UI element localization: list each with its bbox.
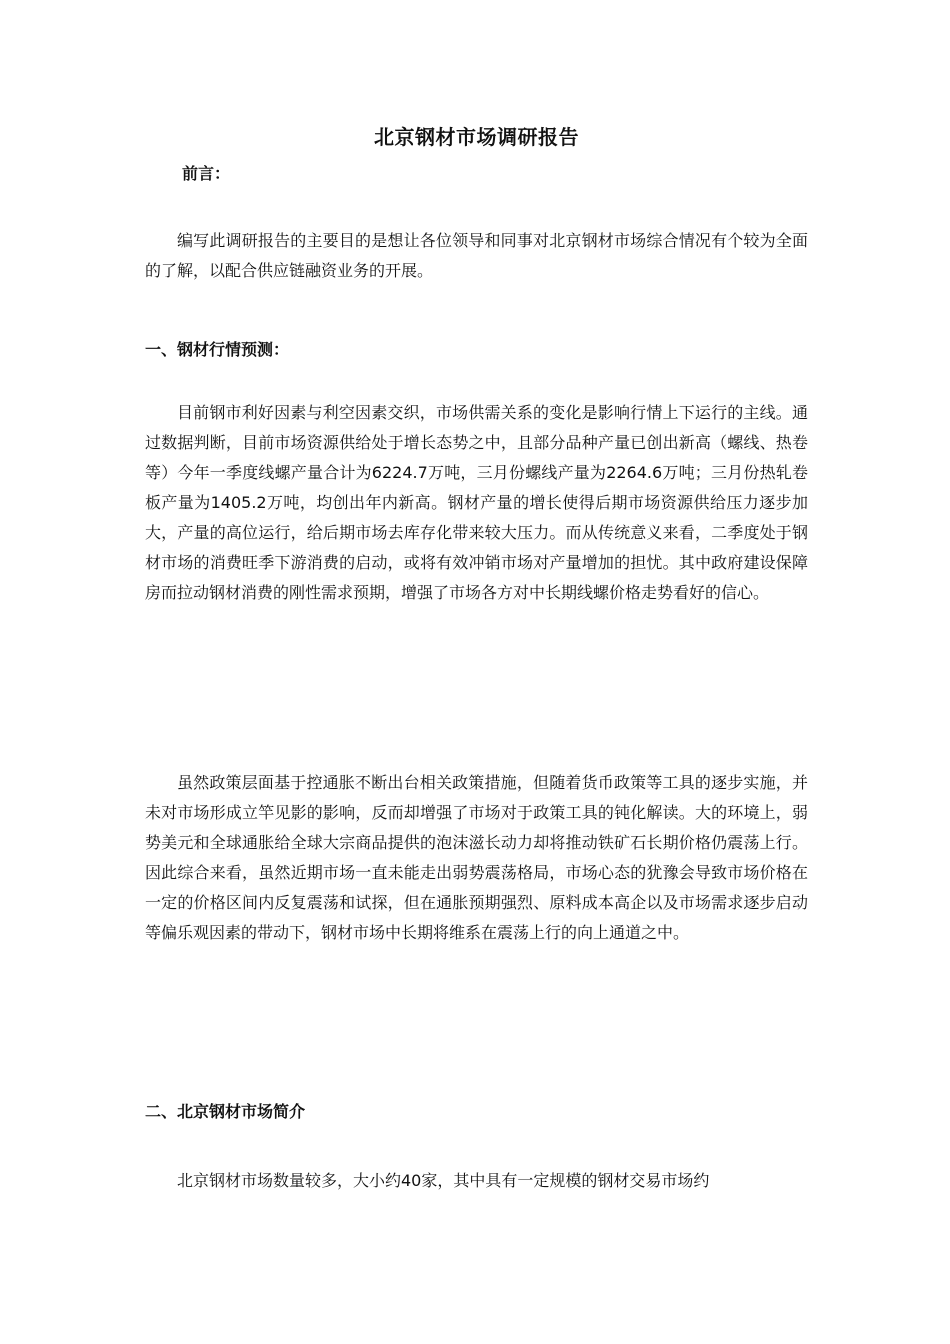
preface-paragraph: 编写此调研报告的主要目的是想让各位领导和同事对北京钢材市场综合情况有个较为全面的了解，以配合供应链融资业务的开展。 — [145, 231, 808, 280]
section-1-paragraph-2: 虽然政策层面基于控通胀不断出台相关政策措施，但随着货币政策等工具的逐步实施，并未对市场形成立竿见影的影响，反而却增强了市场对于政策工具的钝化解读。大的环境上，弱势美元和全球通胀给全球大宗商品提供的泡沫滋长动力却将推动铁矿石长期价格仍震荡上行。因此综合来看，虽然近期市场一直未能走出弱势震荡格局，市场心态的犹豫会导致市场价格在一定的价格区间内反复震荡和试探，但在通胀预期强烈、原料成本高企以及市场需求逐步启动等偏乐观因素的带动下，钢材市场中长期将维系在震荡上行的向上通道之中。 — [145, 773, 808, 942]
section-1-paragraph-1: 目前钢市利好因素与利空因素交织，市场供需关系的变化是影响行情上下运行的主线。通过数据判断，目前市场资源供给处于增长态势之中，且部分品种产量已创出新高（螺线、热卷等）今年一季度线螺产量合计为6224.7万吨，三月份螺线产量为2264.6万吨；三月份热轧卷板产量为1405.2万吨，均创出年内新高。钢材产量的增长使得后期市场资源供给压力逐步加大，产量的高位运行，给后期市场去库存化带来较大压力。而从传统意义来看，二季度处于钢材市场的消费旺季下游消费的启动，或将有效冲销市场对产量增加的担忧。其中政府建设保障房而拉动钢材消费的刚性需求预期，增强了市场各方对中长期线螺价格走势看好的信心。 — [145, 403, 808, 602]
document-title: 北京钢材市场调研报告 — [374, 125, 579, 149]
document-page — [145, 0, 808, 1344]
section-1-heading: 一、钢材行情预测： — [145, 340, 290, 359]
section-2-heading: 二、北京钢材市场简介 — [145, 1102, 306, 1121]
preface-heading: 前言： — [182, 164, 231, 183]
section-2-paragraph-1: 北京钢材市场数量较多，大小约40家，其中具有一定规模的钢材交易市场约 — [177, 1171, 710, 1190]
